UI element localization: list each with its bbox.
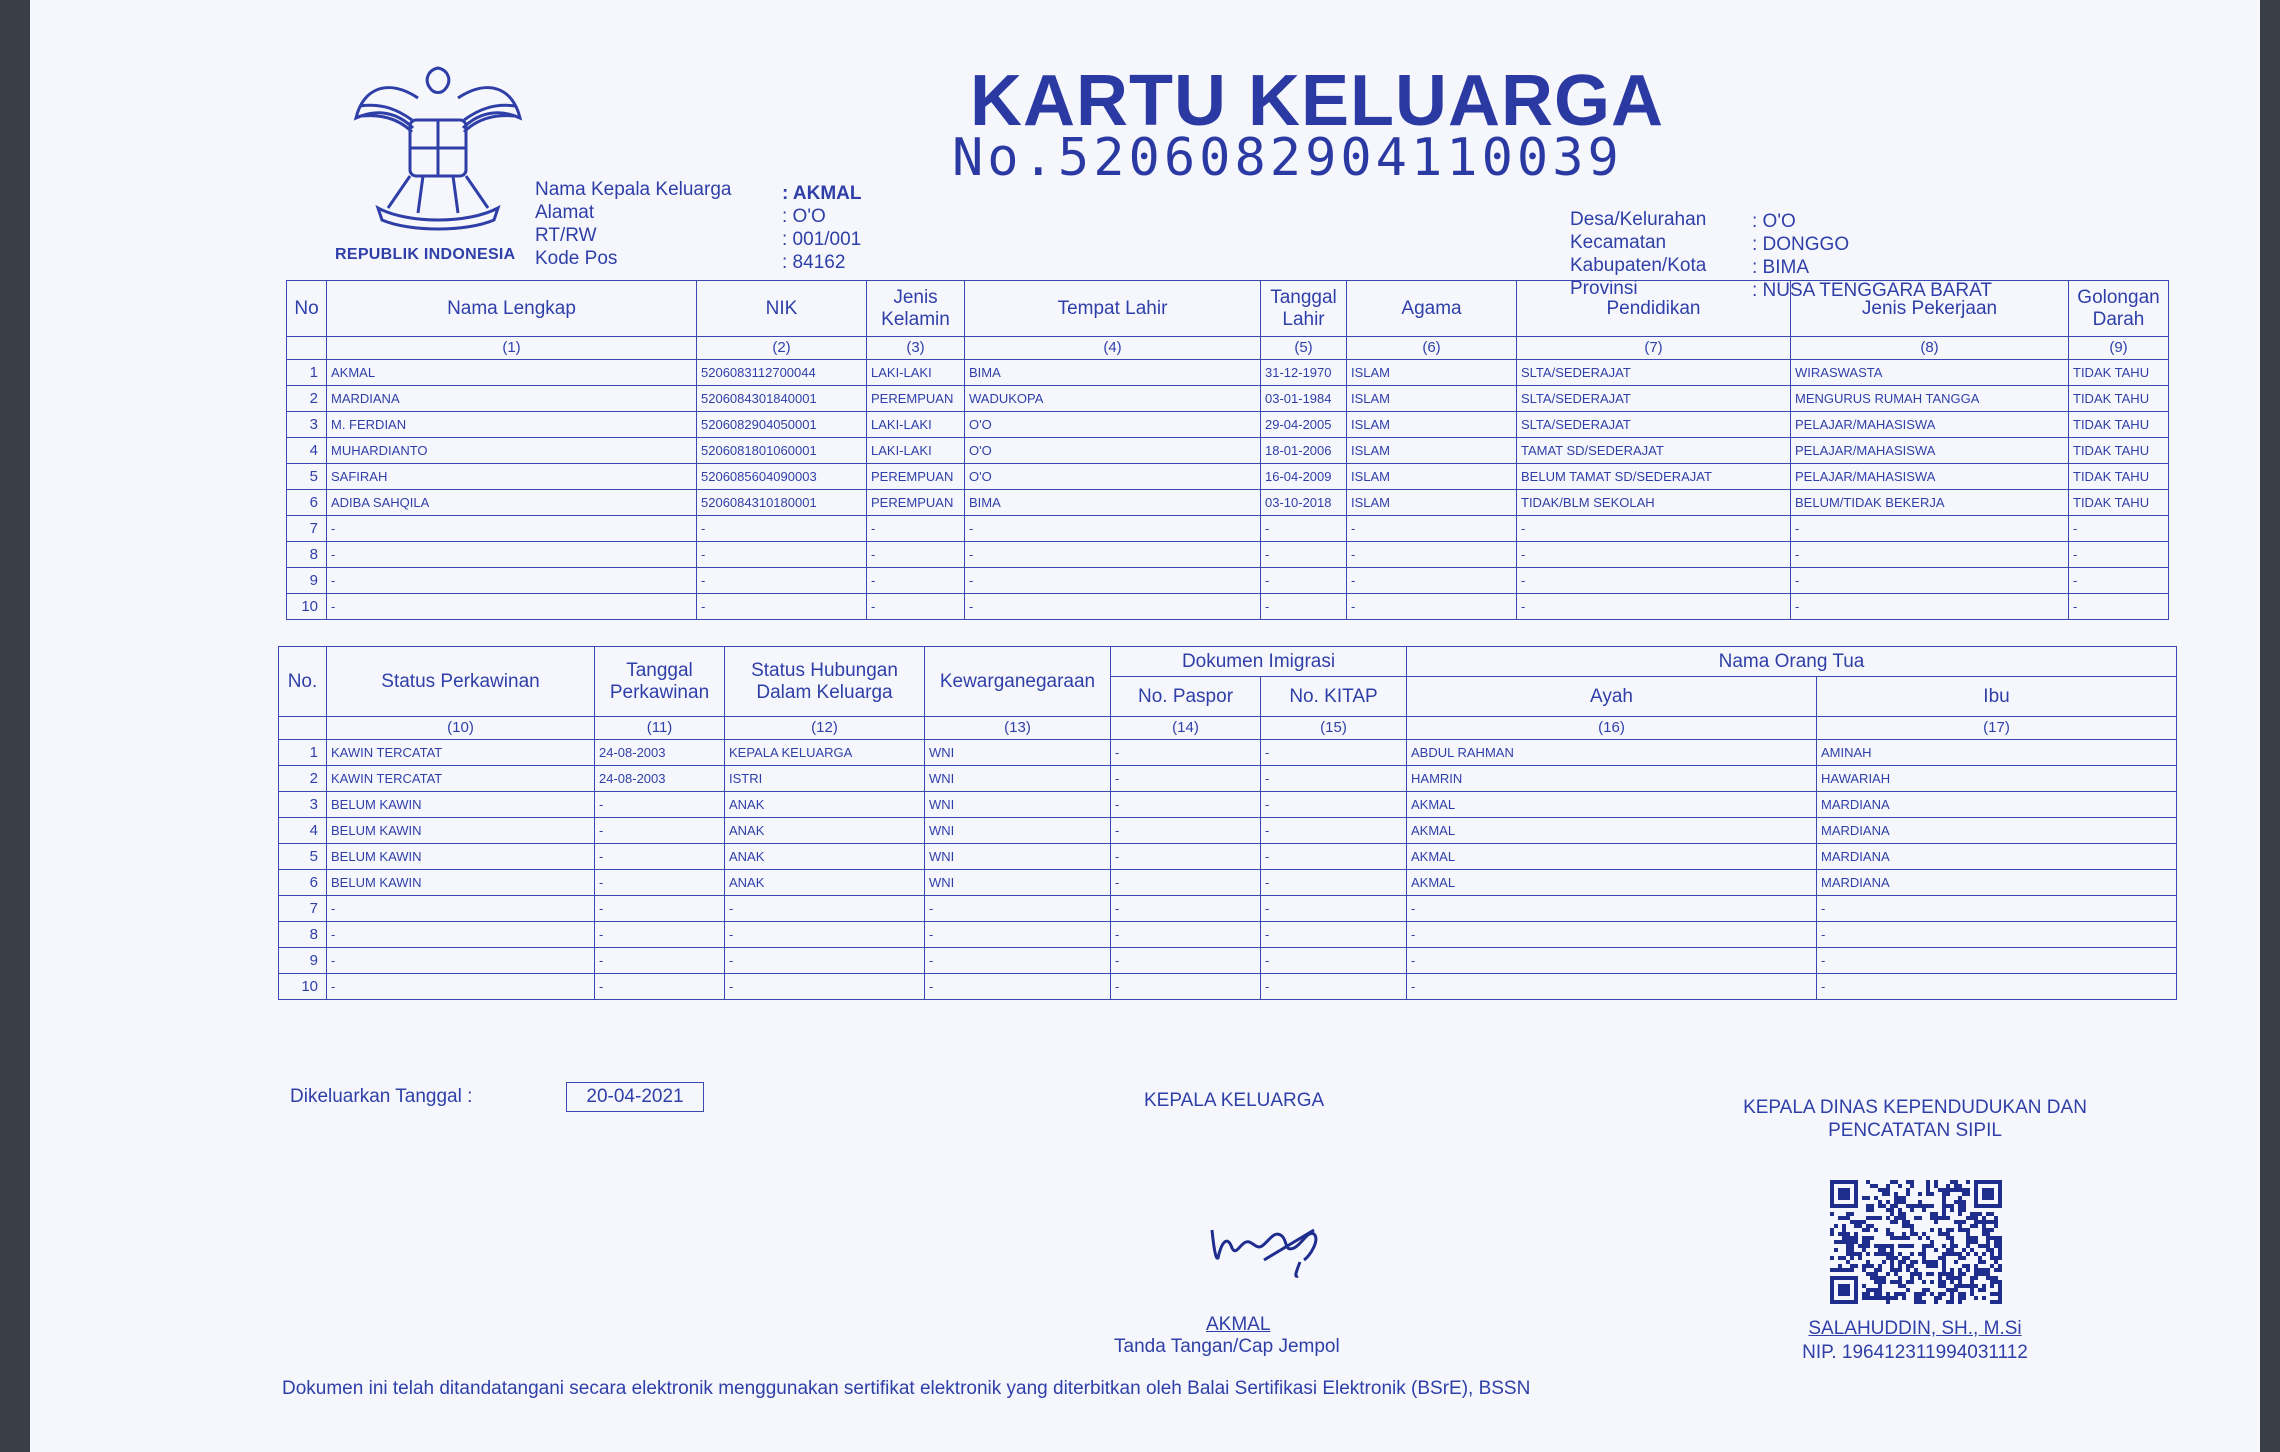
cell-no: 5 <box>279 844 327 870</box>
cell-no: 8 <box>287 542 327 568</box>
th2-tanggal-perkawinan: Tanggal Perkawinan <box>595 647 725 717</box>
cell-no: 5 <box>287 464 327 490</box>
cell-golongan-darah: - <box>2069 542 2169 568</box>
cell-no-kitap: - <box>1261 740 1407 766</box>
cell-tempat-lahir: BIMA <box>965 360 1261 386</box>
cell-ibu: - <box>1817 948 2177 974</box>
cell-no-paspor: - <box>1111 792 1261 818</box>
value-kabupaten: : BIMA <box>1752 257 1810 278</box>
cell-nik: 5206081801060001 <box>697 438 867 464</box>
th2-num-10: (10) <box>327 717 595 740</box>
table-row <box>287 568 2169 594</box>
cell-nik: - <box>697 568 867 594</box>
cell-golongan-darah: TIDAK TAHU <box>2069 490 2169 516</box>
cell-tanggal-lahir: - <box>1261 594 1347 620</box>
cell-ibu: AMINAH <box>1817 740 2177 766</box>
cell-ibu: MARDIANA <box>1817 792 2177 818</box>
cell-jenis-kelamin: - <box>867 542 965 568</box>
value-desa: : O'O <box>1752 211 1796 232</box>
value-kode-pos: : 84162 <box>782 252 846 273</box>
head-of-family-name: AKMAL <box>1206 1314 1271 1335</box>
value-kecamatan: : DONGGO <box>1752 234 1850 255</box>
value-rtrw: : 001/001 <box>782 229 862 250</box>
cell-no-kitap: - <box>1261 974 1407 1000</box>
cell-pendidikan: SLTA/SEDERAJAT <box>1517 412 1791 438</box>
table-row <box>279 792 2177 818</box>
cell-no-kitap: - <box>1261 766 1407 792</box>
cell-ibu: - <box>1817 974 2177 1000</box>
document-title: KARTU KELUARGA <box>970 61 1664 141</box>
cell-no-kitap: - <box>1261 792 1407 818</box>
th2-num-16: (16) <box>1407 717 1817 740</box>
th-num-8: (8) <box>1791 337 2069 360</box>
cell-ibu: MARDIANA <box>1817 870 2177 896</box>
label-kabupaten: Kabupaten/Kota <box>1570 255 1707 276</box>
table-row <box>287 386 2169 412</box>
cell-ayah: ABDUL RAHMAN <box>1407 740 1817 766</box>
cell-nik: 5206082904050001 <box>697 412 867 438</box>
cell-nik: 5206085604090003 <box>697 464 867 490</box>
cell-ibu: MARDIANA <box>1817 844 2177 870</box>
cell-no: 6 <box>287 490 327 516</box>
th2-num-17: (17) <box>1817 717 2177 740</box>
cell-no: 4 <box>287 438 327 464</box>
cell-no-paspor: - <box>1111 922 1261 948</box>
official-title <box>1690 1096 2140 1142</box>
cell-golongan-darah: TIDAK TAHU <box>2069 360 2169 386</box>
cell-tempat-lahir: O'O <box>965 438 1261 464</box>
table-row <box>287 360 2169 386</box>
th-num-9: (9) <box>2069 337 2169 360</box>
members-table <box>286 280 2169 620</box>
th2-kewarganegaraan: Kewarganegaraan <box>925 647 1111 717</box>
cell-jenis-kelamin: LAKI-LAKI <box>867 360 965 386</box>
status-table-body <box>279 740 2177 1000</box>
signature-caption: Tanda Tangan/Cap Jempol <box>1114 1336 1340 1357</box>
cell-jenis-kelamin: - <box>867 516 965 542</box>
label-nama-kepala: Nama Kepala Keluarga <box>535 179 732 200</box>
cell-kewarganegaraan: - <box>925 922 1111 948</box>
th-nik: NIK <box>697 281 867 337</box>
cell-kewarganegaraan: - <box>925 948 1111 974</box>
th-tempat-lahir: Tempat Lahir <box>965 281 1261 337</box>
cell-nik: 5206083112700044 <box>697 360 867 386</box>
table-row <box>287 490 2169 516</box>
cell-ayah: - <box>1407 896 1817 922</box>
cell-nama: MARDIANA <box>327 386 697 412</box>
th2-num-11: (11) <box>595 717 725 740</box>
cell-nama: MUHARDIANTO <box>327 438 697 464</box>
cell-kewarganegaraan: WNI <box>925 818 1111 844</box>
th-agama: Agama <box>1347 281 1517 337</box>
cell-pendidikan: TIDAK/BLM SEKOLAH <box>1517 490 1791 516</box>
cell-tanggal-perkawinan: 24-08-2003 <box>595 766 725 792</box>
cell-no: 3 <box>287 412 327 438</box>
cell-status-perkawinan: - <box>327 896 595 922</box>
th-num-5: (5) <box>1261 337 1347 360</box>
table-row <box>279 922 2177 948</box>
cell-ayah: AKMAL <box>1407 818 1817 844</box>
cell-pendidikan: SLTA/SEDERAJAT <box>1517 386 1791 412</box>
th-num-4: (4) <box>965 337 1261 360</box>
cell-tanggal-lahir: 18-01-2006 <box>1261 438 1347 464</box>
cell-agama: ISLAM <box>1347 490 1517 516</box>
cell-ayah: HAMRIN <box>1407 766 1817 792</box>
cell-tempat-lahir: BIMA <box>965 490 1261 516</box>
cell-no: 10 <box>279 974 327 1000</box>
cell-jenis-kelamin: PEREMPUAN <box>867 464 965 490</box>
cell-nama: AKMAL <box>327 360 697 386</box>
cell-agama: - <box>1347 568 1517 594</box>
cell-ibu: HAWARIAH <box>1817 766 2177 792</box>
table-row <box>279 818 2177 844</box>
cell-ayah: - <box>1407 974 1817 1000</box>
cell-nama: - <box>327 594 697 620</box>
cell-no-kitap: - <box>1261 896 1407 922</box>
cell-status-hubungan: ISTRI <box>725 766 925 792</box>
cell-nik: - <box>697 516 867 542</box>
th-num-6: (6) <box>1347 337 1517 360</box>
table-row <box>279 896 2177 922</box>
cell-no: 2 <box>279 766 327 792</box>
cell-nik: - <box>697 542 867 568</box>
cell-no-paspor: - <box>1111 818 1261 844</box>
cell-nama: - <box>327 542 697 568</box>
footer-note: Dokumen ini telah ditandatangani secara elektronik menggunakan sertifikat elektronik yang diterbitkan oleh Balai Sertifikasi Elektronik (BSrE), BSSN <box>282 1378 1531 1399</box>
th2-dokumen-imigrasi: Dokumen Imigrasi <box>1111 647 1407 677</box>
th-nama-lengkap: Nama Lengkap <box>327 281 697 337</box>
th-jenis-kelamin: Jenis Kelamin <box>867 281 965 337</box>
cell-ayah: - <box>1407 922 1817 948</box>
cell-status-perkawinan: BELUM KAWIN <box>327 818 595 844</box>
label-kode-pos: Kode Pos <box>535 248 618 269</box>
cell-pekerjaan: - <box>1791 516 2069 542</box>
cell-no-paspor: - <box>1111 896 1261 922</box>
cell-jenis-kelamin: PEREMPUAN <box>867 490 965 516</box>
th2-status-hubungan: Status Hubungan Dalam Keluarga <box>725 647 925 717</box>
cell-no: 10 <box>287 594 327 620</box>
th2-num-13: (13) <box>925 717 1111 740</box>
value-alamat: : O'O <box>782 206 826 227</box>
cell-jenis-kelamin: PEREMPUAN <box>867 386 965 412</box>
cell-pekerjaan: WIRASWASTA <box>1791 360 2069 386</box>
cell-no-kitap: - <box>1261 870 1407 896</box>
cell-pendidikan: - <box>1517 516 1791 542</box>
table-row <box>287 412 2169 438</box>
cell-tanggal-perkawinan: - <box>595 792 725 818</box>
issued-label: Dikeluarkan Tanggal : <box>290 1086 473 1107</box>
cell-tanggal-lahir: - <box>1261 516 1347 542</box>
cell-pendidikan: SLTA/SEDERAJAT <box>1517 360 1791 386</box>
cell-tempat-lahir: - <box>965 568 1261 594</box>
cell-tanggal-perkawinan: - <box>595 896 725 922</box>
issued-date: 20-04-2021 <box>566 1082 704 1112</box>
table-row <box>279 870 2177 896</box>
cell-pendidikan: BELUM TAMAT SD/SEDERAJAT <box>1517 464 1791 490</box>
cell-status-hubungan: - <box>725 974 925 1000</box>
cell-no-kitap: - <box>1261 844 1407 870</box>
cell-status-hubungan: - <box>725 948 925 974</box>
table-row <box>287 542 2169 568</box>
cell-no-paspor: - <box>1111 974 1261 1000</box>
cell-ibu: - <box>1817 896 2177 922</box>
cell-status-hubungan: ANAK <box>725 870 925 896</box>
label-provinsi: Provinsi <box>1570 278 1638 299</box>
cell-kewarganegaraan: - <box>925 974 1111 1000</box>
cell-agama: ISLAM <box>1347 464 1517 490</box>
th-num-2: (2) <box>697 337 867 360</box>
cell-agama: ISLAM <box>1347 386 1517 412</box>
cell-pekerjaan: PELAJAR/MAHASISWA <box>1791 412 2069 438</box>
cell-ayah: AKMAL <box>1407 844 1817 870</box>
kk-number: No.5206082904110039 <box>952 128 1623 188</box>
cell-pekerjaan: - <box>1791 542 2069 568</box>
qr-code-icon <box>1830 1180 2002 1304</box>
cell-no-paspor: - <box>1111 740 1261 766</box>
garuda-emblem-icon <box>348 48 528 238</box>
cell-tanggal-lahir: - <box>1261 542 1347 568</box>
cell-ibu: MARDIANA <box>1817 818 2177 844</box>
cell-pekerjaan: PELAJAR/MAHASISWA <box>1791 464 2069 490</box>
official-nip: NIP. 196412311994031112 <box>1802 1342 2028 1363</box>
cell-status-perkawinan: KAWIN TERCATAT <box>327 740 595 766</box>
cell-no: 6 <box>279 870 327 896</box>
table-row <box>279 948 2177 974</box>
cell-no-paspor: - <box>1111 766 1261 792</box>
cell-no: 8 <box>279 922 327 948</box>
cell-tempat-lahir: O'O <box>965 464 1261 490</box>
cell-pendidikan: - <box>1517 568 1791 594</box>
th2-no: No. <box>279 647 327 717</box>
cell-agama: - <box>1347 516 1517 542</box>
th2-num-15: (15) <box>1261 717 1407 740</box>
cell-agama: - <box>1347 542 1517 568</box>
cell-tanggal-lahir: 03-01-1984 <box>1261 386 1347 412</box>
cell-kewarganegaraan: WNI <box>925 844 1111 870</box>
cell-jenis-kelamin: - <box>867 594 965 620</box>
table-row <box>279 740 2177 766</box>
cell-golongan-darah: - <box>2069 594 2169 620</box>
cell-status-hubungan: - <box>725 922 925 948</box>
cell-status-perkawinan: BELUM KAWIN <box>327 844 595 870</box>
cell-tempat-lahir: O'O <box>965 412 1261 438</box>
cell-no-kitap: - <box>1261 818 1407 844</box>
label-alamat: Alamat <box>535 202 595 223</box>
cell-nik: 5206084301840001 <box>697 386 867 412</box>
cell-kewarganegaraan: WNI <box>925 740 1111 766</box>
cell-status-perkawinan: - <box>327 948 595 974</box>
cell-nama: - <box>327 568 697 594</box>
cell-tempat-lahir: - <box>965 594 1261 620</box>
cell-no: 7 <box>279 896 327 922</box>
cell-jenis-kelamin: LAKI-LAKI <box>867 438 965 464</box>
th-num-blank <box>287 337 327 360</box>
cell-tanggal-perkawinan: 24-08-2003 <box>595 740 725 766</box>
cell-pekerjaan: PELAJAR/MAHASISWA <box>1791 438 2069 464</box>
cell-pekerjaan: MENGURUS RUMAH TANGGA <box>1791 386 2069 412</box>
cell-tanggal-lahir: 31-12-1970 <box>1261 360 1347 386</box>
cell-status-perkawinan: BELUM KAWIN <box>327 792 595 818</box>
status-table <box>278 646 2177 1000</box>
cell-nama: - <box>327 516 697 542</box>
cell-nik: - <box>697 594 867 620</box>
cell-jenis-kelamin: - <box>867 568 965 594</box>
cell-tanggal-lahir: 16-04-2009 <box>1261 464 1347 490</box>
th2-status-perkawinan: Status Perkawinan <box>327 647 595 717</box>
label-rtrw: RT/RW <box>535 225 597 246</box>
cell-tanggal-perkawinan: - <box>595 948 725 974</box>
cell-tempat-lahir: WADUKOPA <box>965 386 1261 412</box>
cell-nama: ADIBA SAHQILA <box>327 490 697 516</box>
cell-golongan-darah: TIDAK TAHU <box>2069 386 2169 412</box>
cell-kewarganegaraan: - <box>925 896 1111 922</box>
th2-no-paspor: No. Paspor <box>1111 677 1261 717</box>
cell-agama: - <box>1347 594 1517 620</box>
cell-no: 9 <box>287 568 327 594</box>
th-jenis-pekerjaan: Jenis Pekerjaan <box>1791 281 2069 337</box>
th2-ayah: Ayah <box>1407 677 1817 717</box>
cell-tanggal-lahir: 03-10-2018 <box>1261 490 1347 516</box>
cell-ibu: - <box>1817 922 2177 948</box>
cell-no: 1 <box>279 740 327 766</box>
th2-no-kitap: No. KITAP <box>1261 677 1407 717</box>
cell-status-hubungan: KEPALA KELUARGA <box>725 740 925 766</box>
head-of-family-title: KEPALA KELUARGA <box>1144 1090 1325 1111</box>
th2-ibu: Ibu <box>1817 677 2177 717</box>
table-row <box>287 438 2169 464</box>
cell-agama: ISLAM <box>1347 412 1517 438</box>
table-row <box>279 844 2177 870</box>
table-row <box>279 974 2177 1000</box>
cell-pekerjaan: BELUM/TIDAK BEKERJA <box>1791 490 2069 516</box>
cell-no: 7 <box>287 516 327 542</box>
cell-status-hubungan: ANAK <box>725 818 925 844</box>
cell-tanggal-perkawinan: - <box>595 844 725 870</box>
cell-pendidikan: TAMAT SD/SEDERAJAT <box>1517 438 1791 464</box>
members-table-body <box>287 360 2169 620</box>
table-row <box>287 464 2169 490</box>
cell-nama: SAFIRAH <box>327 464 697 490</box>
cell-status-hubungan: ANAK <box>725 844 925 870</box>
th2-num-blank <box>279 717 327 740</box>
cell-no-kitap: - <box>1261 922 1407 948</box>
cell-no-paspor: - <box>1111 948 1261 974</box>
th-no: No <box>287 281 327 337</box>
cell-tanggal-perkawinan: - <box>595 818 725 844</box>
cell-tanggal-lahir: - <box>1261 568 1347 594</box>
cell-no: 2 <box>287 386 327 412</box>
th-tanggal-lahir: Tanggal Lahir <box>1261 281 1347 337</box>
cell-no: 4 <box>279 818 327 844</box>
cell-pekerjaan: - <box>1791 568 2069 594</box>
cell-tempat-lahir: - <box>965 516 1261 542</box>
cell-no-kitap: - <box>1261 948 1407 974</box>
header-left-values <box>782 182 862 274</box>
th2-num-12: (12) <box>725 717 925 740</box>
th-pendidikan: Pendidikan <box>1517 281 1791 337</box>
cell-kewarganegaraan: WNI <box>925 792 1111 818</box>
signature-icon <box>1204 1200 1334 1280</box>
table-row <box>287 516 2169 542</box>
cell-tanggal-perkawinan: - <box>595 922 725 948</box>
cell-ayah: - <box>1407 948 1817 974</box>
cell-nik: 5206084310180001 <box>697 490 867 516</box>
cell-status-perkawinan: KAWIN TERCATAT <box>327 766 595 792</box>
th-num-7: (7) <box>1517 337 1791 360</box>
label-desa: Desa/Kelurahan <box>1570 209 1707 230</box>
cell-golongan-darah: TIDAK TAHU <box>2069 438 2169 464</box>
cell-no: 3 <box>279 792 327 818</box>
cell-status-perkawinan: - <box>327 974 595 1000</box>
cell-agama: ISLAM <box>1347 438 1517 464</box>
cell-no-paspor: - <box>1111 870 1261 896</box>
cell-status-perkawinan: BELUM KAWIN <box>327 870 595 896</box>
cell-no-paspor: - <box>1111 844 1261 870</box>
cell-no: 9 <box>279 948 327 974</box>
cell-pekerjaan: - <box>1791 594 2069 620</box>
cell-golongan-darah: TIDAK TAHU <box>2069 412 2169 438</box>
cell-golongan-darah: TIDAK TAHU <box>2069 464 2169 490</box>
value-provinsi: : NUSA TENGGARA BARAT <box>1752 280 1993 301</box>
cell-status-hubungan: - <box>725 896 925 922</box>
table-row <box>287 594 2169 620</box>
cell-nama: M. FERDIAN <box>327 412 697 438</box>
th2-nama-orang-tua: Nama Orang Tua <box>1407 647 2177 677</box>
cell-tanggal-perkawinan: - <box>595 870 725 896</box>
value-nama-kepala: : AKMAL <box>782 183 862 204</box>
cell-kewarganegaraan: WNI <box>925 870 1111 896</box>
emblem-caption: REPUBLIK INDONESIA <box>335 246 516 263</box>
official-title-line1: KEPALA DINAS KEPENDUDUKAN DAN <box>1743 1097 2087 1118</box>
cell-agama: ISLAM <box>1347 360 1517 386</box>
cell-jenis-kelamin: LAKI-LAKI <box>867 412 965 438</box>
cell-tempat-lahir: - <box>965 542 1261 568</box>
cell-status-perkawinan: - <box>327 922 595 948</box>
official-name: SALAHUDDIN, SH., M.Si <box>1808 1318 2022 1339</box>
cell-ayah: AKMAL <box>1407 870 1817 896</box>
cell-golongan-darah: - <box>2069 516 2169 542</box>
cell-tanggal-lahir: 29-04-2005 <box>1261 412 1347 438</box>
cell-golongan-darah: - <box>2069 568 2169 594</box>
cell-kewarganegaraan: WNI <box>925 766 1111 792</box>
table-row <box>279 766 2177 792</box>
th-golongan-darah: Golongan Darah <box>2069 281 2169 337</box>
th-num-3: (3) <box>867 337 965 360</box>
cell-status-hubungan: ANAK <box>725 792 925 818</box>
cell-tanggal-perkawinan: - <box>595 974 725 1000</box>
cell-pendidikan: - <box>1517 594 1791 620</box>
cell-ayah: AKMAL <box>1407 792 1817 818</box>
header-left-labels <box>535 178 731 270</box>
th2-num-14: (14) <box>1111 717 1261 740</box>
official-title-line2: PENCATATAN SIPIL <box>1828 1120 2002 1141</box>
label-kecamatan: Kecamatan <box>1570 232 1667 253</box>
cell-no: 1 <box>287 360 327 386</box>
cell-pendidikan: - <box>1517 542 1791 568</box>
th-num-1: (1) <box>327 337 697 360</box>
